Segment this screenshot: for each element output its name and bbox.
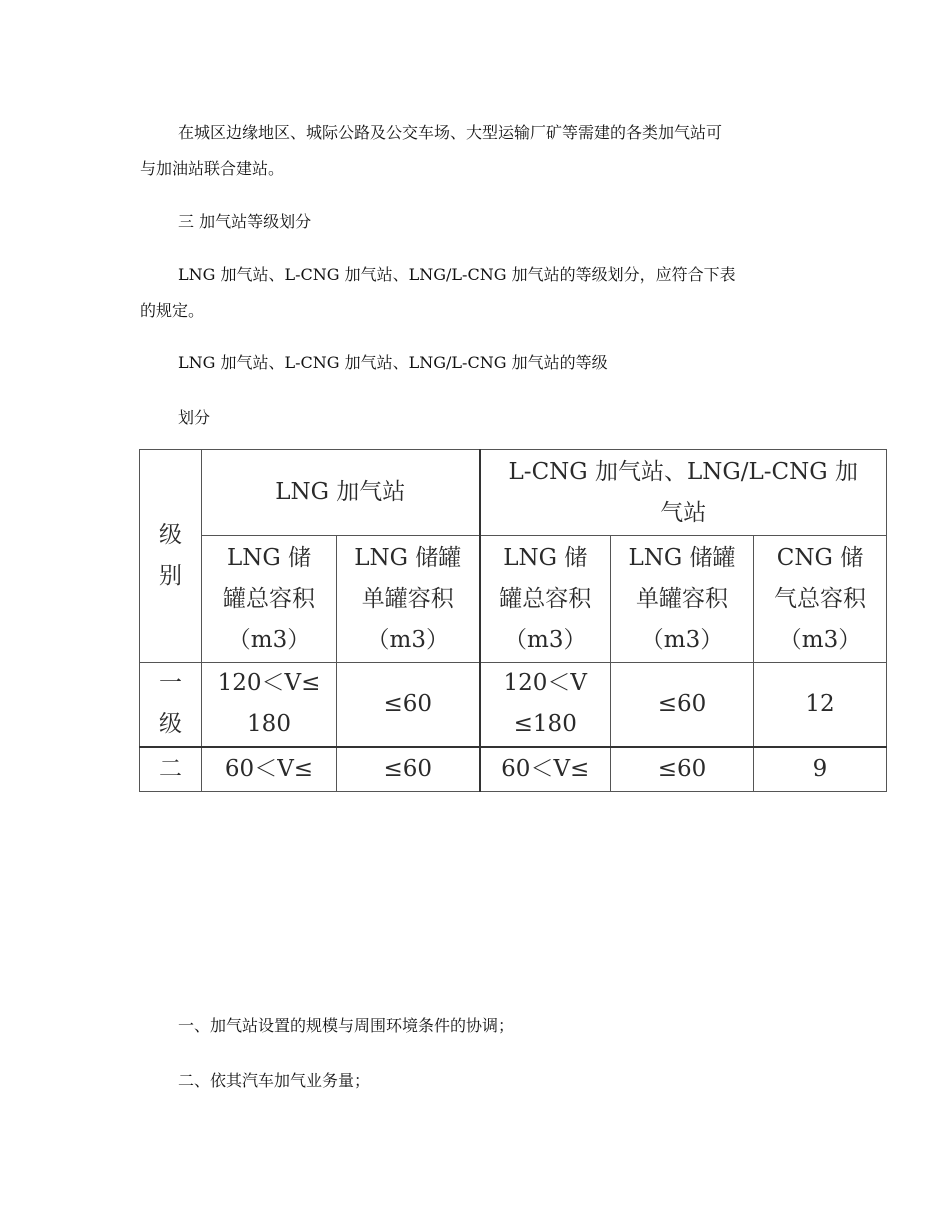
grade-header: 级 别 (140, 450, 202, 663)
table-cell: 9 (754, 747, 887, 792)
table-cell: ≤60 (337, 663, 480, 747)
table-cell: 12 (754, 663, 887, 747)
table-row (140, 663, 887, 747)
table-cell: ≤60 (611, 663, 754, 747)
list-item: 二、依其汽车加气业务量； (178, 1071, 371, 1090)
table-cell: 60＜V≤ (480, 747, 611, 792)
table-caption-line-1: LNG 加气站、L-CNG 加气站、LNG/L-CNG 加气站的等级 (178, 353, 608, 372)
lng-station-header: LNG 加气站 (202, 450, 480, 536)
paragraph-1-line-2: 与加油站联合建站。 (140, 159, 285, 178)
subheader-lcng-lng-single-volume: LNG 储罐 单罐容积 （m3） (611, 536, 754, 663)
table-cell: 120＜V≤ 180 (202, 663, 337, 747)
table-row (140, 747, 887, 792)
table-cell: ≤60 (611, 747, 754, 792)
section-heading: 三 加气站等级划分 (178, 212, 312, 231)
paragraph-3-line-2: 的规定。 (140, 301, 205, 320)
table-caption-line-2: 划分 (178, 408, 211, 427)
grade-table (139, 449, 887, 792)
paragraph-3-line-1: LNG 加气站、L-CNG 加气站、LNG/L-CNG 加气站的等级划分，应符合下表 (178, 265, 736, 284)
table-cell: ≤60 (337, 747, 480, 792)
lcng-station-header: L-CNG 加气站、LNG/L-CNG 加 气站 (480, 450, 887, 536)
subheader-lng-single-volume: LNG 储罐 单罐容积 （m3） (337, 536, 480, 663)
grade-cell: 二 (140, 747, 202, 792)
table-cell: 120＜V ≤180 (480, 663, 611, 747)
subheader-lcng-lng-total-volume: LNG 储 罐总容积 （m3） (480, 536, 611, 663)
subheader-cng-total-volume: CNG 储 气总容积 （m3） (754, 536, 887, 663)
table-cell: 60＜V≤ (202, 747, 337, 792)
grade-table-image (139, 449, 886, 791)
subheader-lng-total-volume: LNG 储 罐总容积 （m3） (202, 536, 337, 663)
list-item: 一、加气站设置的规模与周围环境条件的协调； (178, 1016, 515, 1035)
grade-cell: 一 级 (140, 663, 202, 747)
paragraph-1-line-1: 在城区边缘地区、城际公路及公交车场、大型运输厂矿等需建的各类加气站可 (178, 123, 723, 142)
